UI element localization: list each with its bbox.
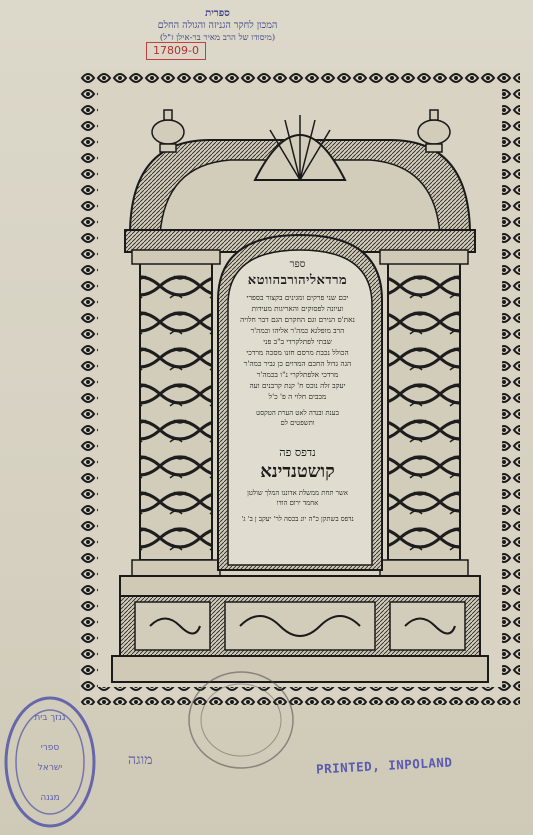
body-line: יכם שני פרקים ומגינים בקצור בספרי xyxy=(246,293,349,302)
subtext-line: בענת ובנדה לאט הערת הטקסט xyxy=(256,409,339,417)
subtext-line: ותשפטים לם xyxy=(280,419,315,427)
round-stamp xyxy=(185,668,297,772)
oval-stamp-line2: ספרי xyxy=(40,743,60,753)
body-line: שבתי לפתלקרדי ב"ב פני xyxy=(263,337,332,346)
library-stamp-line2: המכון לחקר הגניזה והגולה החלם xyxy=(157,20,278,31)
subtext xyxy=(220,408,375,428)
title-body xyxy=(220,292,375,402)
moga-stamp: מוגה xyxy=(128,752,153,768)
city-name: קושטנדינא xyxy=(260,461,335,482)
oval-stamp-line1: גנזך בית xyxy=(34,713,66,723)
body-line: מכבים חלוי ה פ' כ'ל xyxy=(268,392,327,401)
library-stamp-line1: ספרית xyxy=(205,8,230,19)
library-stamp-line3: (מיסודו של הרב מאיר בר-אילן ז"ל) xyxy=(159,33,276,43)
shelf-mark: 17809-0 xyxy=(146,42,206,60)
oval-stamp-line4: מגנה xyxy=(40,793,60,803)
oval-stamp xyxy=(2,690,102,830)
printer-line: אחמד ירום הודו xyxy=(276,499,319,507)
body-line: יעקב זלה נוכס ח' קנת קרבנים ועה xyxy=(249,381,346,390)
body-line: מרדכי אלפתלקרי נ"ו בכמה'ר xyxy=(256,370,339,379)
printer-line: אשר תחת ממשלת אדוננו המלך שולטן xyxy=(247,489,348,497)
colophon: נדפס בשתקן כ"ה יונ בכסה לר' יעקב ן ב' ג' xyxy=(241,515,354,523)
book-title: מרדאליהורבהווטא xyxy=(247,273,348,288)
body-line: הרב מופלגא כמה'ר אליהו וכמה'ר xyxy=(250,326,345,335)
body-line: הגה גדול החכם המדוים כן גביר כמה'ר xyxy=(243,359,352,368)
printed-at-label: נדפס פה xyxy=(279,446,316,459)
body-line: נאת'ס הנירם וגם החקרם הגם דבר חלויה xyxy=(240,315,355,324)
library-stamp xyxy=(105,8,330,46)
printed-in-poland-stamp: PRINTED, INPOLAND xyxy=(315,754,453,777)
oval-stamp-line3: ישראל xyxy=(37,763,63,773)
title-label: ספר xyxy=(289,259,306,270)
oval-stamp-border xyxy=(2,690,102,830)
body-line: הכולל נכבת מרסם חזנו מסכה מרדכי xyxy=(246,348,349,357)
printer-info xyxy=(220,488,375,508)
title-page-text xyxy=(220,255,375,524)
body-line: ועיונה לפסוקים והאריגות מעידות xyxy=(251,304,344,313)
